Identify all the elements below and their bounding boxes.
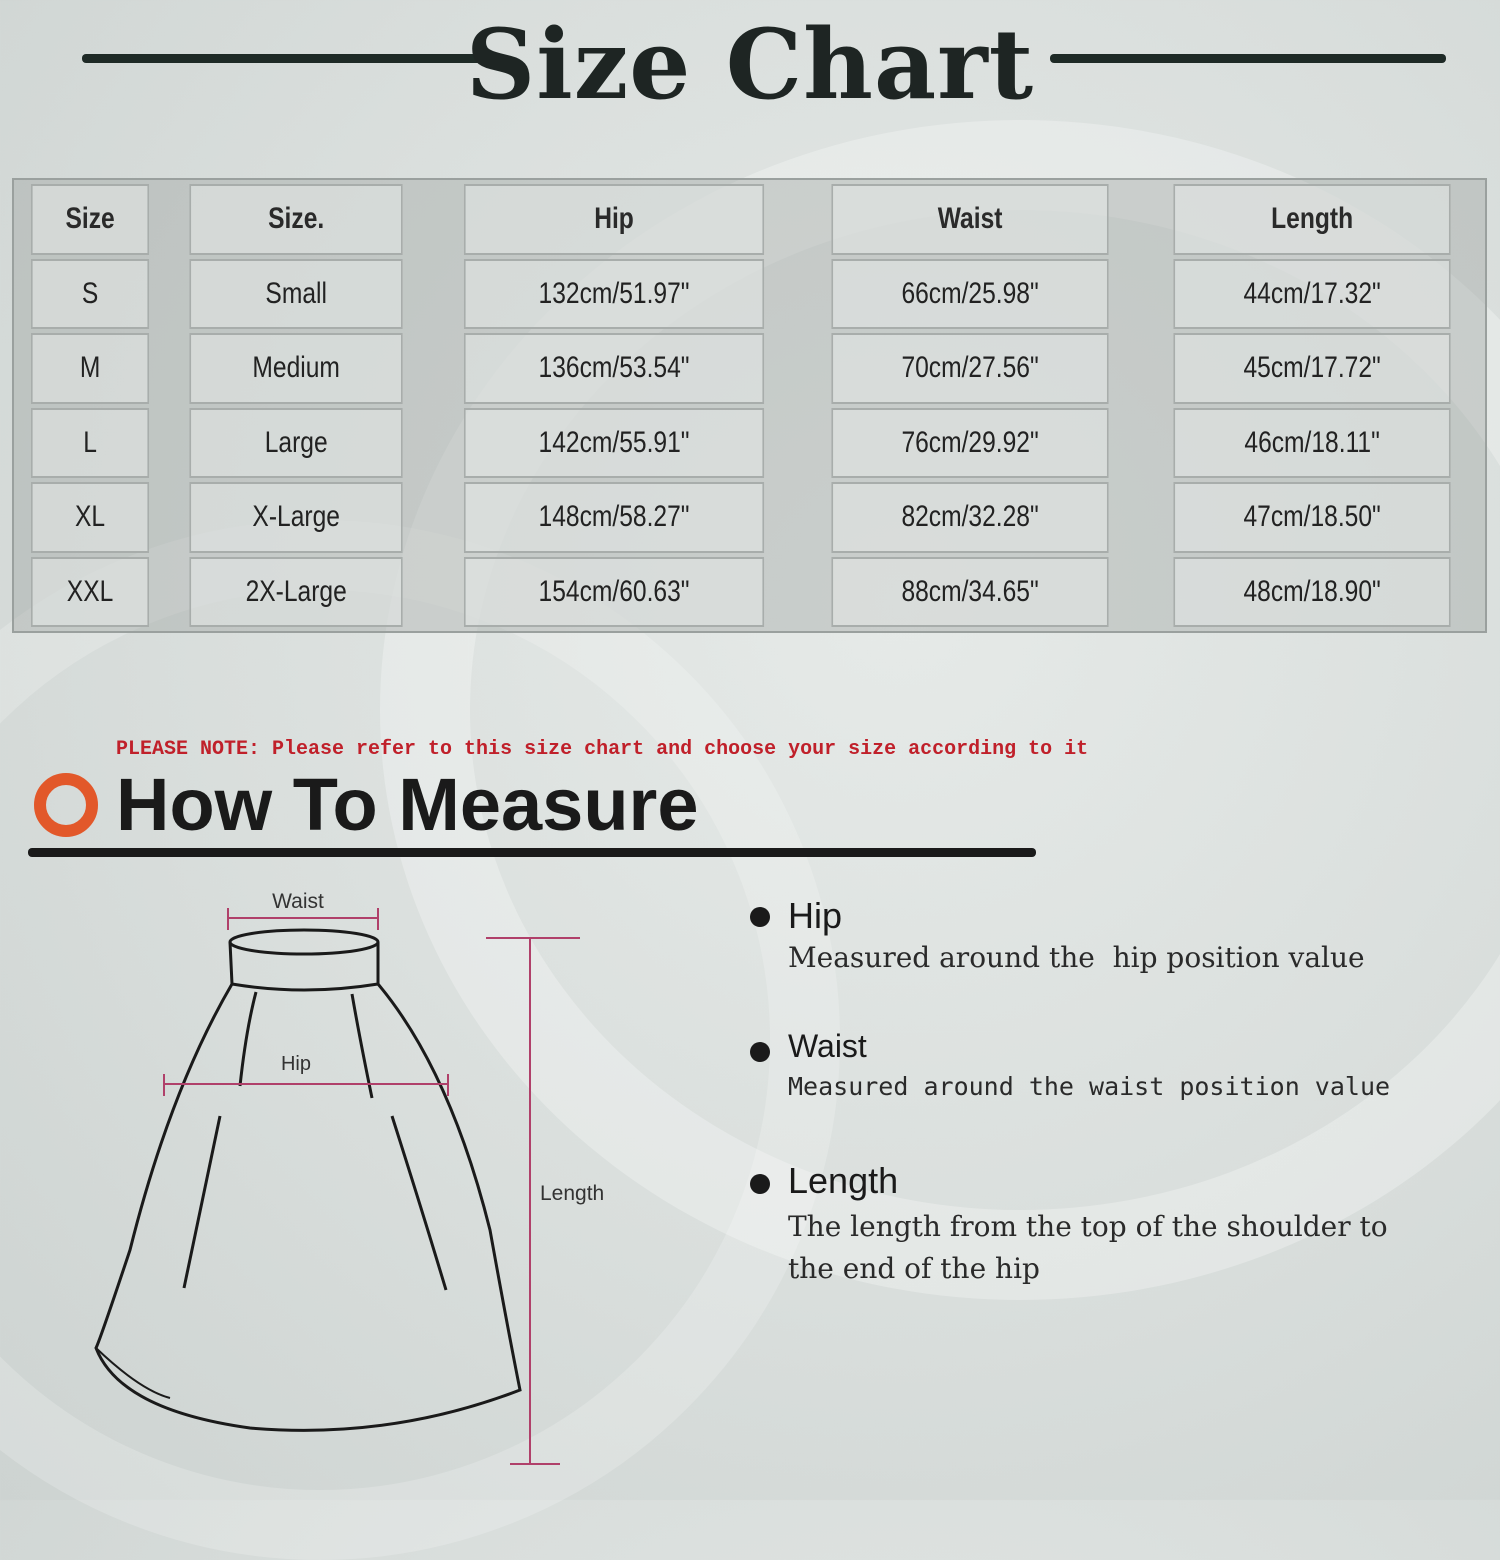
- table-row: [18, 557, 1481, 628]
- table-cell: 82cm/32.28": [831, 482, 1108, 553]
- table-cell: 148cm/58.27": [463, 482, 763, 553]
- table-cell: 2X-Large: [190, 557, 404, 628]
- header-cell: Size.: [190, 184, 404, 255]
- section-rule: [28, 848, 1036, 857]
- size-table: [12, 178, 1487, 633]
- table-cell: XXL: [31, 557, 149, 628]
- table-cell: 88cm/34.65": [831, 557, 1108, 628]
- table-row: [18, 408, 1481, 479]
- term-desc: The length from the top of the shoulder to: [788, 1210, 1388, 1243]
- bullet-icon: [750, 907, 770, 927]
- table-cell: M: [31, 333, 149, 404]
- table-cell: 132cm/51.97": [463, 259, 763, 330]
- table-cell: 70cm/27.56": [831, 333, 1108, 404]
- table-cell: Medium: [190, 333, 404, 404]
- table-cell: 45cm/17.72": [1173, 333, 1450, 404]
- bullet-icon: [750, 1042, 770, 1062]
- ring-icon: [34, 773, 98, 837]
- term-desc: the end of the hip: [788, 1252, 1040, 1285]
- table-row: [18, 259, 1481, 330]
- header-cell: Length: [1173, 184, 1450, 255]
- table-cell: 48cm/18.90": [1173, 557, 1450, 628]
- skirt-diagram: [60, 870, 620, 1480]
- table-cell: Large: [190, 408, 404, 479]
- table-cell: X-Large: [190, 482, 404, 553]
- table-cell: 66cm/25.98": [831, 259, 1108, 330]
- table-cell: 46cm/18.11": [1173, 408, 1450, 479]
- table-cell: 136cm/53.54": [463, 333, 763, 404]
- table-header-row: [18, 184, 1481, 255]
- term-desc: Measured around the waist position value: [788, 1072, 1391, 1101]
- size-note: PLEASE NOTE: Please refer to this size chart and choose your size according to it: [116, 738, 1089, 761]
- term-name: Length: [788, 1160, 899, 1201]
- table-row: [18, 482, 1481, 553]
- table-cell: 142cm/55.91": [463, 408, 763, 479]
- header-cell: Waist: [831, 184, 1108, 255]
- table-cell: L: [31, 408, 149, 479]
- bullet-icon: [750, 1174, 770, 1194]
- term-name: Hip: [788, 895, 843, 936]
- length-label: Length: [540, 1182, 605, 1205]
- header-cell: Hip: [463, 184, 763, 255]
- waist-label: Waist: [272, 890, 324, 913]
- table-cell: 44cm/17.32": [1173, 259, 1450, 330]
- table-cell: 47cm/18.50": [1173, 482, 1450, 553]
- table-row: [18, 333, 1481, 404]
- table-cell: Small: [190, 259, 404, 330]
- header-cell: Size: [31, 184, 149, 255]
- page-title: Size Chart: [465, 8, 1035, 121]
- table-cell: 154cm/60.63": [463, 557, 763, 628]
- term-desc: Measured around the hip position value: [788, 941, 1365, 974]
- table-cell: XL: [31, 482, 149, 553]
- table-cell: S: [31, 259, 149, 330]
- term-name: Waist: [788, 1028, 867, 1064]
- table-cell: 76cm/29.92": [831, 408, 1108, 479]
- section-title: How To Measure: [116, 763, 699, 846]
- hip-label: Hip: [280, 1053, 312, 1075]
